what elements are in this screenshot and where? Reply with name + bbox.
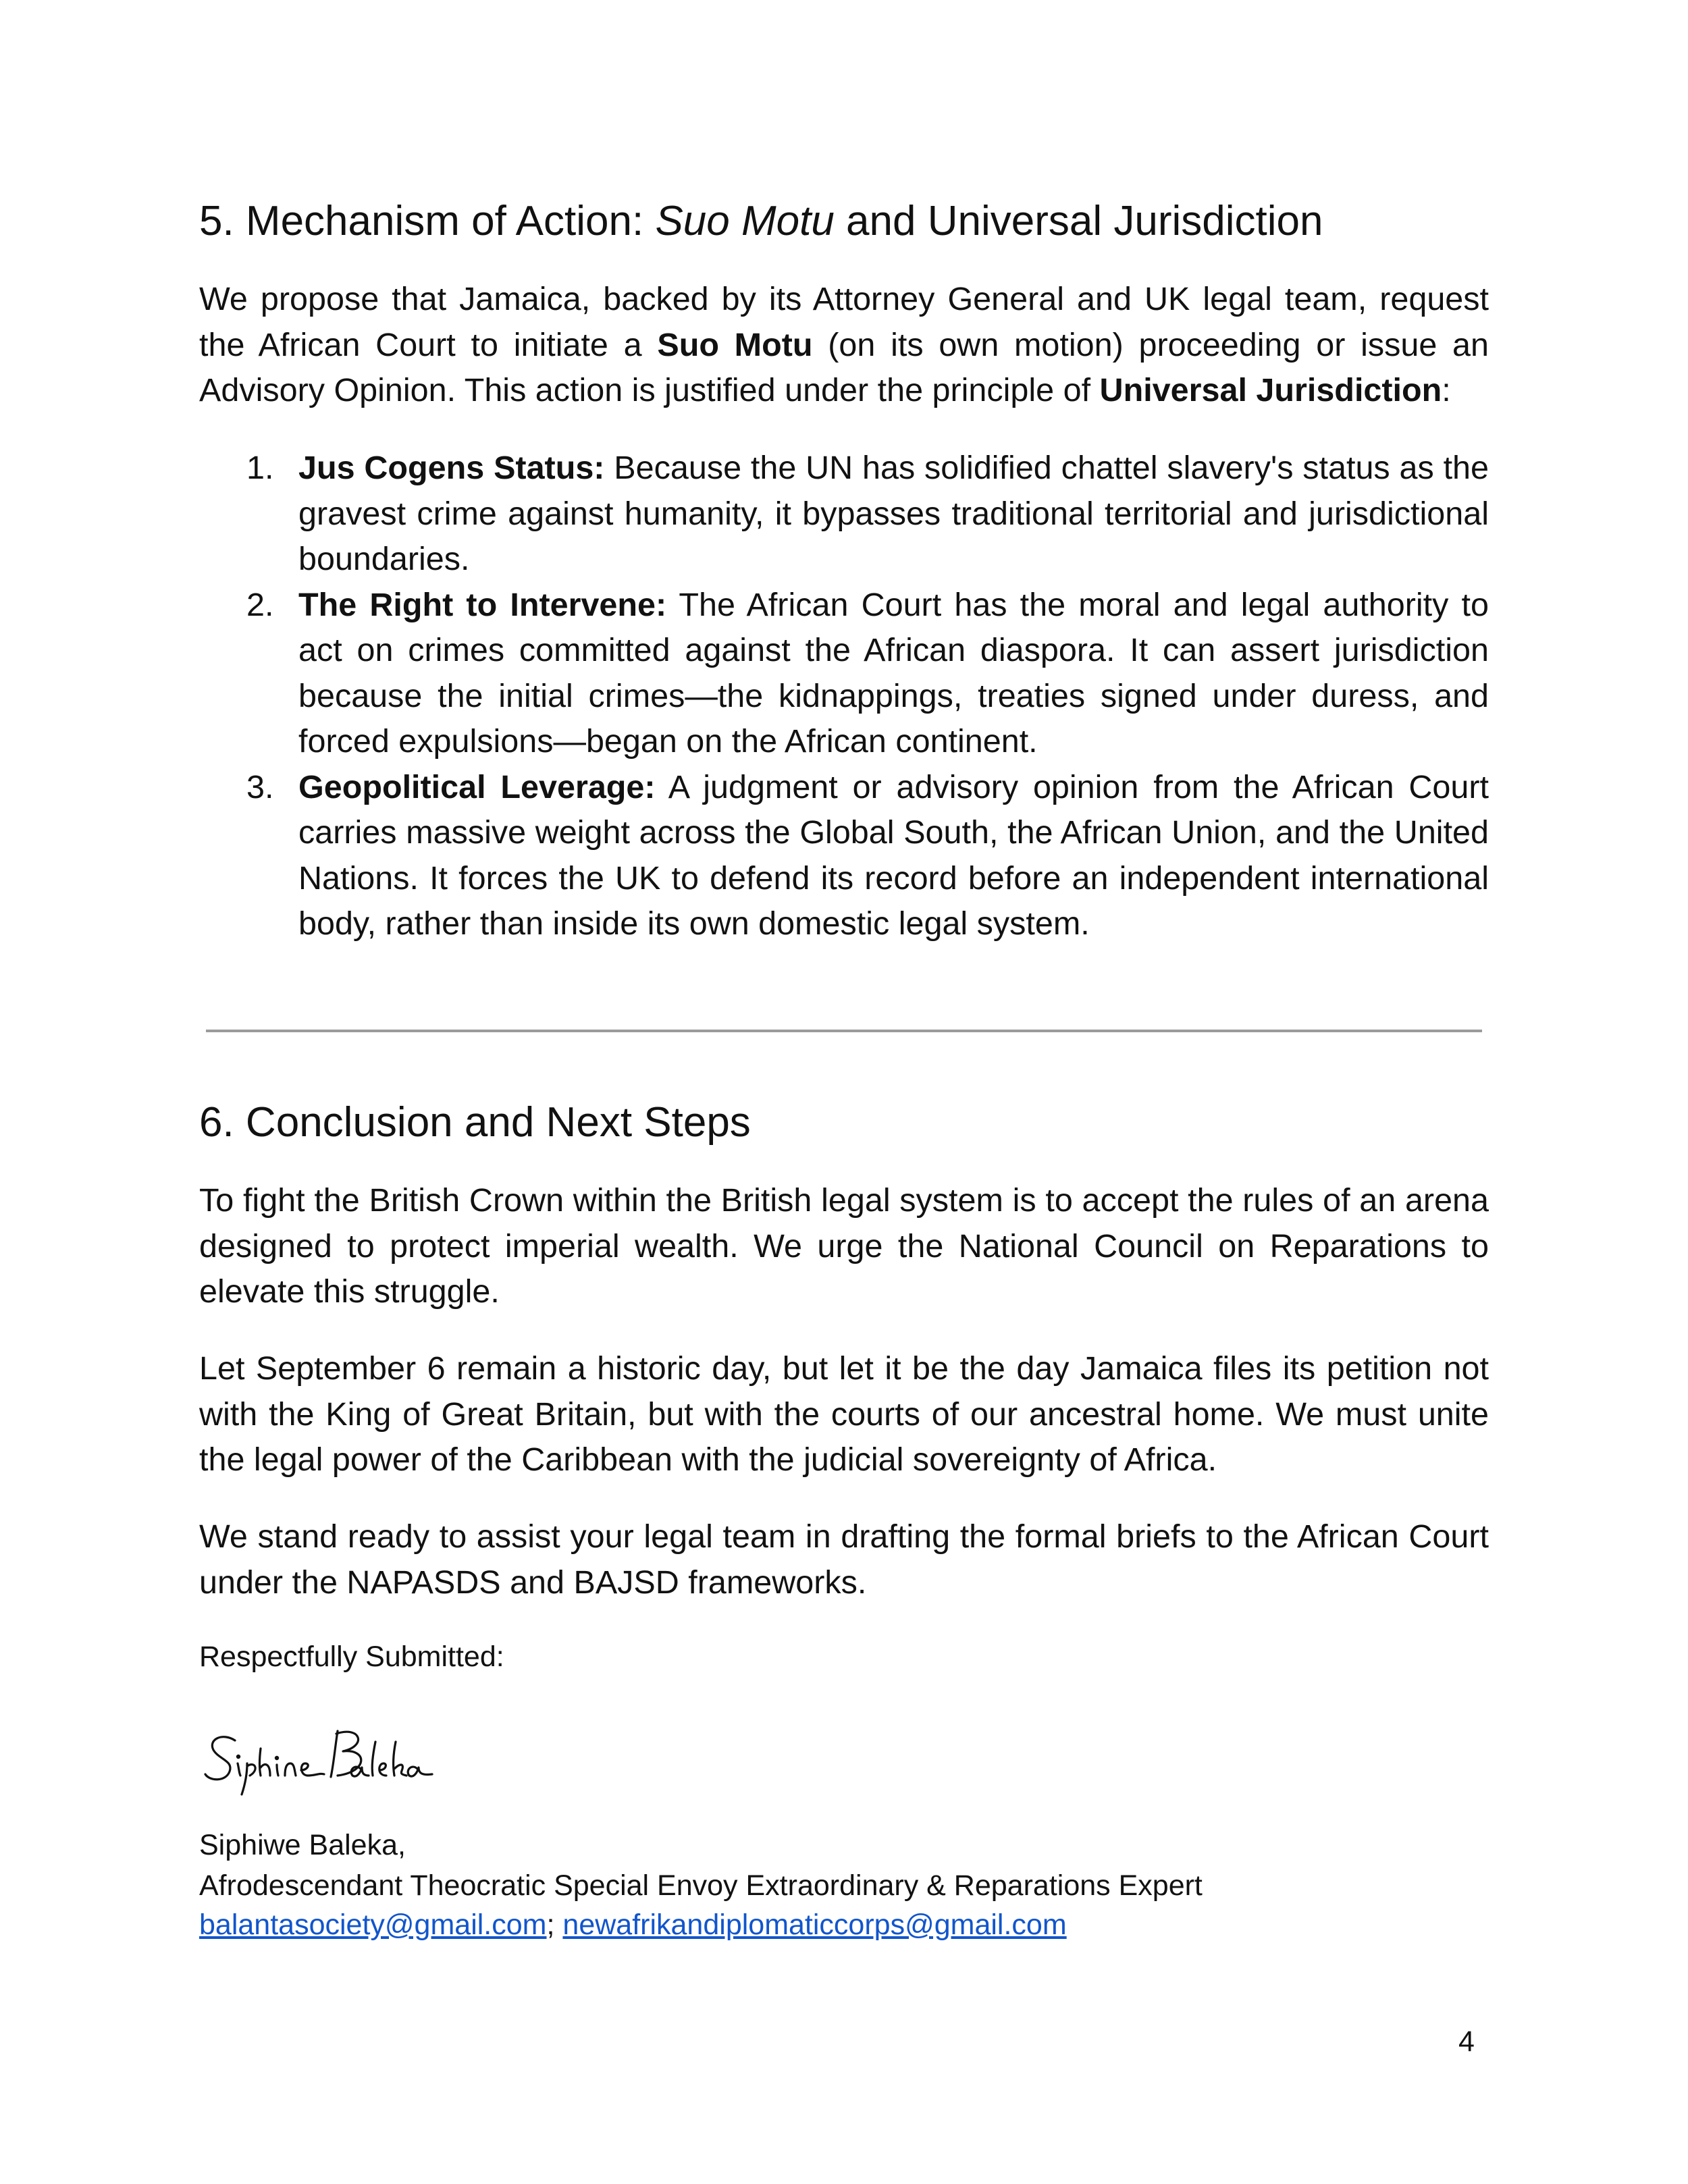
page-number: 4 — [1458, 2025, 1475, 2058]
heading-italic-text: Suo Motu — [655, 198, 835, 244]
section-5-intro-paragraph — [199, 277, 1489, 414]
list-item-body: Because the UN has solidified chattel slavery's status as the gravest crime against humanity, it bypasses traditional territorial and jurisdictional boundaries. — [298, 450, 1489, 577]
signatory-title: Afrodescendant Theocratic Special Envoy Extraordinary & Reparations Expert — [199, 1869, 1203, 1902]
intro-text: (on its own motion) proceeding or issue an Advisory Opinion. This action is justified under the principle of — [199, 326, 1489, 408]
conclusion-paragraph: To fight the British Crown within the British legal system is to accept the rules of an arena designed to protect imperial wealth. We urge the National Council on Reparations to elevate this struggle. — [199, 1182, 1489, 1310]
list-item-number: 2. — [246, 586, 274, 623]
jurisdiction-arguments-list — [199, 446, 1489, 947]
signatory-name: Siphiwe Baleka, — [199, 1829, 406, 1861]
list-item-body: The African Court has the moral and legal authority to act on crimes committed against the African diaspora. It can assert jurisdiction because the initial crimes—the kidnappings, treaties signed under duress, and forced expulsions—began on the African continent. — [298, 586, 1489, 760]
list-item-title: The Right to Intervene: — [298, 586, 667, 623]
conclusion-paragraph: Let September 6 remain a historic day, but let it be the day Jamaica files its petition not with the King of Great Britain, but with the courts of our ancestral home. We must unite the legal power of the Caribbean with the judicial sovereignty of Africa. — [199, 1350, 1489, 1478]
section-5-heading — [199, 196, 1489, 247]
intro-text: : — [1442, 372, 1451, 408]
list-item — [199, 446, 1489, 583]
list-item-number: 1. — [246, 450, 274, 486]
email-link-newafrikandiplomaticcorps[interactable]: newafrikandiplomaticcorps@gmail.com — [562, 1909, 1067, 1941]
email-separator: ; — [546, 1909, 563, 1941]
section-6-heading: 6. Conclusion and Next Steps — [199, 1099, 751, 1146]
email-link-balantasociety[interactable]: balantasociety@gmail.com — [199, 1909, 547, 1941]
heading-text: 5. Mechanism of Action: — [199, 198, 656, 244]
horizontal-divider — [206, 1030, 1482, 1032]
respectfully-submitted-label: Respectfully Submitted: — [199, 1641, 504, 1673]
list-item-body: A judgment or advisory opinion from the African Court carries massive weight across the Global South, the African Union, and the United Nations. It forces the UK to defend its record before an independent international body, rather than inside its own domestic legal system. — [298, 768, 1489, 942]
list-item-title: Jus Cogens Status: — [298, 450, 605, 486]
intro-text: We propose that Jamaica, backed by its Attorney General and UK legal team, request the African Court to initiate a — [199, 281, 1489, 363]
handwritten-signature — [203, 1722, 452, 1796]
list-item — [199, 583, 1489, 765]
conclusion-paragraph: We stand ready to assist your legal team in drafting the formal briefs to the African Court under the NAPASDS and BAJSD frameworks. — [199, 1518, 1489, 1601]
contact-emails — [199, 1905, 1067, 1945]
heading-text: and Universal Jurisdiction — [834, 198, 1323, 244]
list-item — [199, 765, 1489, 947]
intro-bold-text: Universal Jurisdiction — [1099, 372, 1442, 408]
intro-bold-text: Suo Motu — [657, 326, 813, 363]
list-item-number: 3. — [246, 768, 274, 805]
list-item-title: Geopolitical Leverage: — [298, 768, 656, 805]
